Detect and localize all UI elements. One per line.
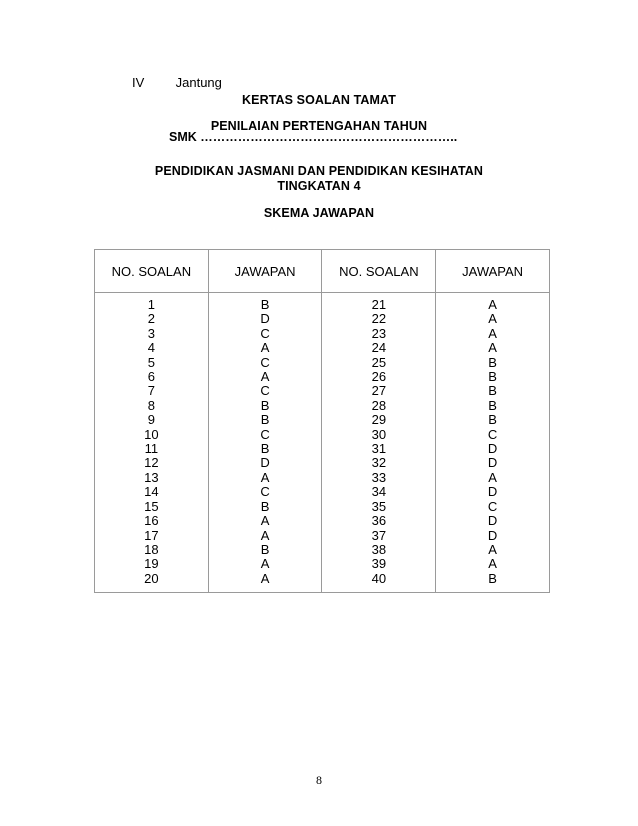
answer-cell: A <box>260 556 270 572</box>
question-number-cell: 14 <box>144 484 159 500</box>
answer-table <box>94 249 550 593</box>
answer-cell: B <box>260 541 270 557</box>
answer-cell: A <box>488 297 497 312</box>
question-number-cell: 2 <box>147 311 155 327</box>
preceding-line-number: IV <box>132 75 145 90</box>
answers-1-20 <box>208 293 322 593</box>
question-number-cell: 12 <box>144 455 159 471</box>
question-number-cell: 11 <box>144 441 159 457</box>
question-number-cell: 19 <box>144 556 159 572</box>
question-number-cell: 38 <box>371 541 387 557</box>
answer-cell: A <box>260 340 270 356</box>
answer-cell: D <box>487 527 498 543</box>
question-number-cell: 5 <box>147 354 155 370</box>
answer-table-header-row <box>95 250 550 293</box>
answer-cell: B <box>260 441 270 457</box>
question-number-cell: 27 <box>371 383 387 399</box>
answer-cell: B <box>488 354 497 370</box>
question-number-cell: 20 <box>144 570 159 586</box>
subject-title: PENDIDIKAN JASMANI DAN PENDIDIKAN KESIHATAN <box>154 164 484 178</box>
answer-scheme-title: SKEMA JAWAPAN <box>263 206 375 220</box>
answer-cell: A <box>260 513 270 529</box>
preceding-line <box>132 75 222 90</box>
answer-cell: D <box>487 455 498 471</box>
answer-cell: A <box>260 527 270 543</box>
question-number-cell: 9 <box>147 412 155 428</box>
answer-cell: C <box>260 426 270 442</box>
header-question-no-2: NO. SOALAN <box>322 250 436 293</box>
answer-cell: D <box>487 513 498 529</box>
question-number-cell: 40 <box>371 570 387 586</box>
answer-cell: D <box>487 484 498 500</box>
school-name-line: SMK …………………………………………………….. <box>169 130 458 144</box>
question-number-cell: 25 <box>371 354 387 370</box>
answer-cell: A <box>260 369 270 385</box>
question-number-cell: 30 <box>371 426 387 442</box>
question-number-cell: 15 <box>144 498 159 514</box>
form-level: TINGKATAN 4 <box>277 179 361 193</box>
question-number-cell: 1 <box>147 297 155 312</box>
answer-cell: C <box>260 325 270 341</box>
question-number-cell: 26 <box>371 369 387 385</box>
header-answer-1: JAWAPAN <box>208 250 322 293</box>
question-number-cell: 37 <box>371 527 387 543</box>
question-number-cell: 3 <box>147 325 155 341</box>
answer-cell: A <box>488 469 497 485</box>
answer-cell: C <box>260 484 270 500</box>
answer-cell: A <box>488 541 497 557</box>
header-answer-2: JAWAPAN <box>436 250 550 293</box>
end-of-paper-title: KERTAS SOALAN TAMAT <box>242 93 396 107</box>
answer-cell: B <box>488 570 497 586</box>
question-numbers-1-20 <box>95 293 209 593</box>
question-number-cell: 18 <box>144 541 159 557</box>
question-number-cell: 36 <box>371 513 387 529</box>
question-number-cell: 35 <box>371 498 387 514</box>
answer-cell: A <box>488 325 497 341</box>
question-number-cell: 28 <box>371 397 387 413</box>
answer-cell: A <box>260 469 270 485</box>
answer-cell: A <box>488 340 497 356</box>
question-number-cell: 21 <box>371 297 387 312</box>
answers-21-40 <box>436 293 550 593</box>
question-number-cell: 10 <box>144 426 159 442</box>
header-question-no-1: NO. SOALAN <box>95 250 209 293</box>
exam-title: PENILAIAN PERTENGAHAN TAHUN <box>210 119 428 133</box>
answer-cell: C <box>487 498 498 514</box>
answer-cell: A <box>488 311 497 327</box>
answer-cell: B <box>488 383 497 399</box>
question-number-cell: 32 <box>371 455 387 471</box>
page-number: 8 <box>316 773 322 787</box>
answer-cell: A <box>260 570 270 586</box>
question-number-cell: 17 <box>144 527 159 543</box>
question-numbers-21-40 <box>322 293 436 593</box>
question-number-cell: 13 <box>144 469 159 485</box>
preceding-line-label: Jantung <box>175 75 222 90</box>
answer-cell: B <box>488 369 497 385</box>
answer-cell: A <box>488 556 497 572</box>
question-number-cell: 34 <box>371 484 387 500</box>
question-number-cell: 6 <box>147 369 155 385</box>
answer-cell: C <box>260 354 270 370</box>
answer-cell: C <box>487 426 498 442</box>
question-number-cell: 7 <box>147 383 155 399</box>
question-number-cell: 31 <box>371 441 387 457</box>
answer-cell: B <box>260 412 270 428</box>
answer-cell: B <box>260 498 270 514</box>
answer-cell: D <box>260 455 270 471</box>
question-number-cell: 4 <box>147 340 155 356</box>
answer-cell: B <box>488 397 497 413</box>
answer-cell: B <box>488 412 497 428</box>
question-number-cell: 23 <box>371 325 387 341</box>
question-number-cell: 16 <box>144 513 159 529</box>
answer-cell: B <box>260 297 270 312</box>
question-number-cell: 22 <box>371 311 387 327</box>
answer-cell: B <box>260 397 270 413</box>
question-number-cell: 39 <box>371 556 387 572</box>
question-number-cell: 8 <box>147 397 155 413</box>
answer-cell: C <box>260 383 270 399</box>
question-number-cell: 24 <box>371 340 387 356</box>
answer-cell: D <box>260 311 270 327</box>
answer-table-body-row <box>95 293 550 593</box>
question-number-cell: 33 <box>371 469 387 485</box>
question-number-cell: 29 <box>371 412 387 428</box>
answer-cell: D <box>487 441 498 457</box>
